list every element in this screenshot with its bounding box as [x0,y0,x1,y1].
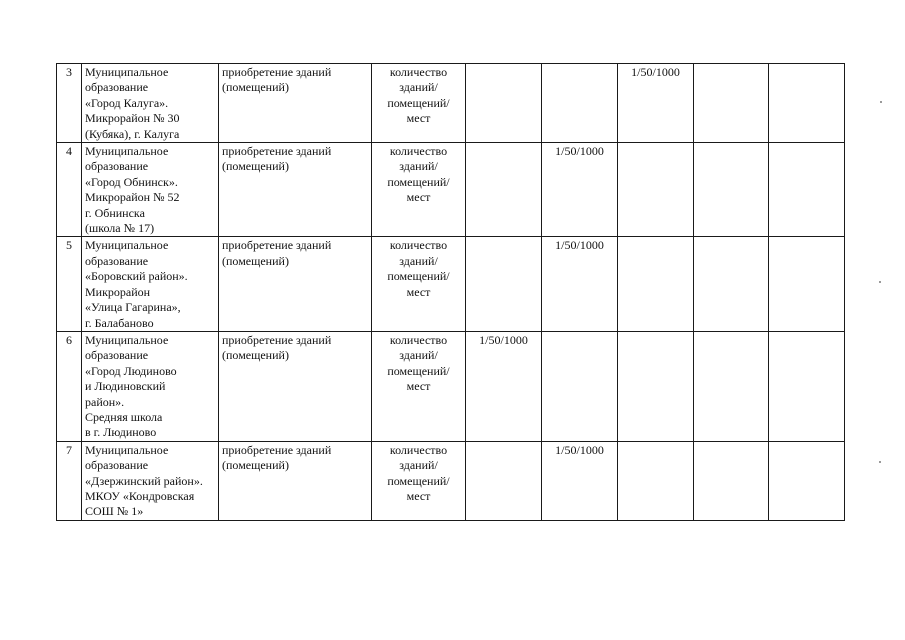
unit-line: количество [389,332,448,347]
municipality-line: МКОУ «Кондровская [85,488,195,503]
municipality-line: Микрорайон № 30 [85,111,180,126]
municipality-line: Муниципальное [85,144,169,159]
value-cell [466,237,542,331]
table-row [57,64,845,143]
action-line: (помещений) [222,80,289,95]
unit-line: зданий/ [399,458,438,473]
unit-line: помещений/ [387,363,450,378]
value-cell [466,64,542,143]
unit-line: мест [406,284,431,299]
municipality-cell [82,143,219,237]
action-line: (помещений) [222,159,289,174]
unit-cell [372,441,466,520]
action-line: приобретение зданий [222,238,332,253]
table-row [57,331,845,441]
municipality-line: Муниципальное [85,238,169,253]
municipality-cell [82,64,219,143]
municipality-line: Муниципальное [85,442,169,457]
value-cell: 1/50/1000 [618,64,694,143]
program-table [56,63,845,521]
action-line: приобретение зданий [222,144,332,159]
municipality-line: Микрорайон № 52 [85,190,180,205]
unit-line: количество [389,144,448,159]
unit-line: мест [406,379,431,394]
unit-line: мест [406,190,431,205]
scan-speck [879,281,881,283]
unit-line: мест [406,488,431,503]
unit-line: количество [389,442,448,457]
value-cell [769,64,845,143]
municipality-line: Средняя школа [85,409,163,424]
unit-line: мест [406,111,431,126]
table-body [57,64,845,521]
table-row [57,237,845,331]
municipality-line: (Кубяка), г. Калуга [85,126,180,141]
scan-speck [880,101,882,103]
value-cell [769,237,845,331]
action-line: приобретение зданий [222,65,332,79]
value-cell [769,441,845,520]
action-cell [219,237,372,331]
municipality-line: «Улица Гагарина», [85,300,181,315]
action-cell [219,64,372,143]
value-cell [542,331,618,441]
municipality-cell [82,237,219,331]
value-cell [694,331,769,441]
municipality-line: и Людиновский [85,379,166,394]
action-line: приобретение зданий [222,442,332,457]
value-cell: 1/50/1000 [542,143,618,237]
table-row [57,441,845,520]
table-row [57,143,845,237]
municipality-cell [82,441,219,520]
municipality-line: г. Балабаново [85,315,154,330]
municipality-line: Микрорайон [85,284,151,299]
row-number: 6 [57,331,82,441]
action-line: приобретение зданий [222,332,332,347]
unit-line: помещений/ [387,269,450,284]
value-cell [694,237,769,331]
unit-line: помещений/ [387,174,450,189]
value-cell: 1/50/1000 [542,237,618,331]
municipality-line: «Город Калуга». [85,95,169,110]
unit-cell [372,331,466,441]
row-number: 5 [57,237,82,331]
value-cell [542,64,618,143]
municipality-line: образование [85,80,149,95]
value-cell [769,143,845,237]
value-cell: 1/50/1000 [466,331,542,441]
action-line: (помещений) [222,348,289,363]
value-cell [466,143,542,237]
municipality-line: «Дзержинский район». [85,473,203,488]
unit-line: количество [389,238,448,253]
municipality-line: образование [85,159,149,174]
municipality-line: Муниципальное [85,332,169,347]
unit-line: зданий/ [399,80,438,95]
unit-line: помещений/ [387,95,450,110]
action-cell [219,441,372,520]
municipality-line: образование [85,348,149,363]
scan-speck [879,461,881,463]
municipality-line: Муниципальное [85,65,169,79]
municipality-line: «Город Обнинск». [85,174,178,189]
unit-line: зданий/ [399,348,438,363]
municipality-line: район». [85,394,125,409]
unit-line: зданий/ [399,253,438,268]
municipality-line: образование [85,458,149,473]
row-number: 7 [57,441,82,520]
value-cell [618,237,694,331]
unit-cell [372,143,466,237]
row-number: 3 [57,64,82,143]
value-cell [618,143,694,237]
unit-cell [372,237,466,331]
municipality-line: СОШ № 1» [85,504,144,519]
municipality-line: г. Обнинска [85,205,145,220]
action-line: (помещений) [222,253,289,268]
municipality-line: «Боровский район». [85,269,188,284]
value-cell [466,441,542,520]
unit-cell [372,64,466,143]
value-cell [694,64,769,143]
municipality-line: образование [85,253,149,268]
unit-line: зданий/ [399,159,438,174]
value-cell [618,441,694,520]
value-cell [769,331,845,441]
action-line: (помещений) [222,458,289,473]
unit-line: количество [389,65,448,79]
action-cell [219,331,372,441]
municipality-line: в г. Людиново [85,425,157,440]
action-cell [219,143,372,237]
municipality-cell [82,331,219,441]
unit-line: помещений/ [387,473,450,488]
municipality-line: (школа № 17) [85,221,155,236]
value-cell: 1/50/1000 [542,441,618,520]
value-cell [694,143,769,237]
row-number: 4 [57,143,82,237]
value-cell [694,441,769,520]
value-cell [618,331,694,441]
municipality-line: «Город Людиново [85,363,177,378]
